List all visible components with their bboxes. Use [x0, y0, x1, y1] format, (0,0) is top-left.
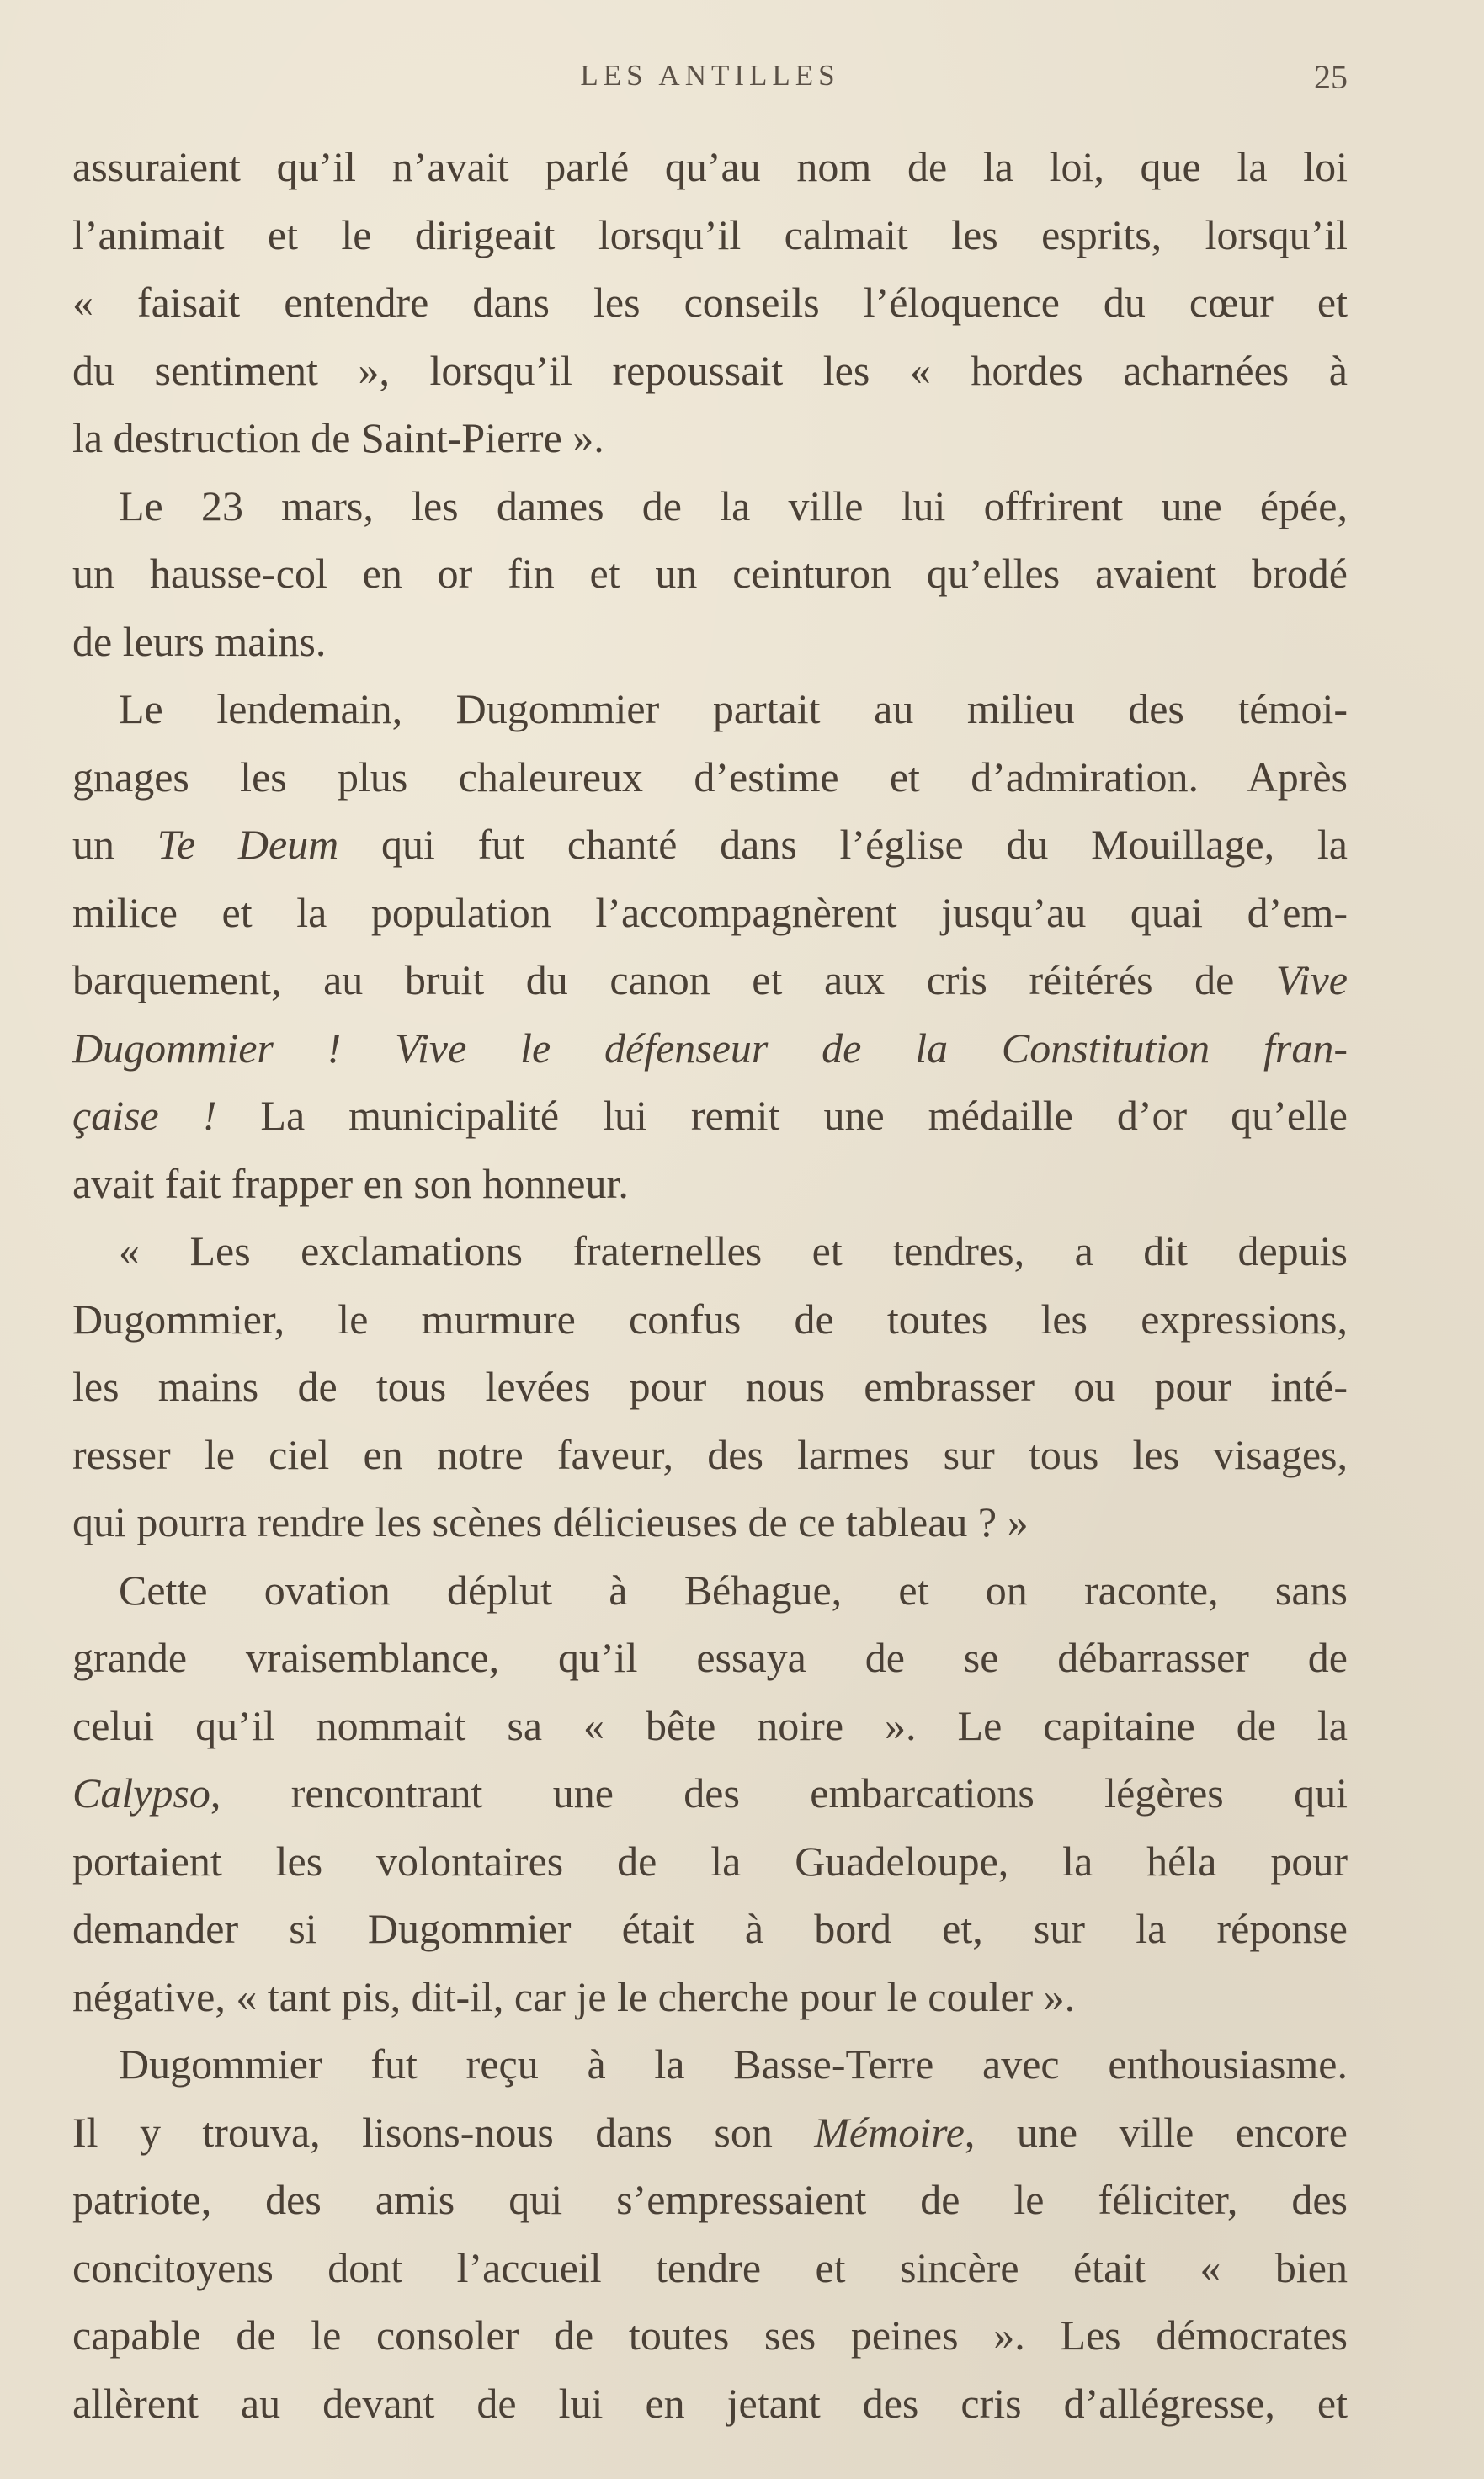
text-line: un Te Deum qui fut chanté dans l’église du Mouillage, la — [72, 821, 1348, 868]
text-line: grande vraisemblance, qu’il essaya de se débarrasser de — [72, 1634, 1348, 1681]
text-line: milice et la population l’accompagnèrent jusqu’au quai d’em- — [72, 888, 1348, 936]
text-line: concitoyens dont l’accueil tendre et sincère était « bien — [72, 2243, 1348, 2291]
text-line: Cette ovation déplut à Béhague, et on raconte, sans — [119, 1566, 1348, 1614]
text-line: Calypso, rencontrant une des embarcations légères qui — [72, 1769, 1348, 1817]
text-line: Dugommier, le murmure confus de toutes les expressions, — [72, 1295, 1348, 1343]
text-line: assuraient qu’il n’avait parlé qu’au nom de la loi, que la loi — [72, 143, 1348, 190]
text-line: qui pourra rendre les scènes délicieuses de ce tableau ? » — [72, 1498, 1029, 1545]
text-line: allèrent au devant de lui en jetant des cris d’allégresse, et — [72, 2379, 1348, 2427]
text-line: avait fait frapper en son honneur. — [72, 1159, 629, 1207]
italic-phrase: Vive — [1275, 956, 1348, 1003]
text-line: resser le ciel en notre faveur, des larmes sur tous les visages, — [72, 1430, 1348, 1478]
running-head — [72, 52, 1348, 103]
text-line: un hausse-col en or fin et un ceinturon qu’elles avaient brodé — [72, 550, 1348, 597]
italic-phrase: Calypso — [72, 1769, 210, 1817]
text-line: l’animait et le dirigeait lorsqu’il calmait les esprits, lorsqu’il — [72, 210, 1348, 258]
text-line: « faisait entendre dans les conseils l’éloquence du cœur et — [72, 279, 1348, 326]
text-line: barquement, au bruit du canon et aux cris réitérés de Vive — [72, 956, 1348, 1003]
page-number: 25 — [1314, 58, 1348, 96]
text-line: Dugommier fut reçu à la Basse-Terre avec enthousiasme. — [119, 2040, 1348, 2088]
text-line: çaise ! La municipalité lui remit une médaille d’or qu’elle — [72, 1092, 1348, 1139]
italic-phrase: Dugommier ! Vive le défenseur de la Constitution fran- — [72, 1024, 1348, 1072]
text-line: gnages les plus chaleureux d’estime et d’admiration. Après — [72, 753, 1348, 801]
text-line: les mains de tous levées pour nous embrasser ou pour inté- — [72, 1363, 1348, 1410]
text-line: « Les exclamations fraternelles et tendres, a dit depuis — [119, 1227, 1348, 1274]
text-line: Il y trouva, lisons-nous dans son Mémoire, une ville encore — [72, 2108, 1348, 2156]
text-line: du sentiment », lorsqu’il repoussait les « hordes acharnées à — [72, 346, 1348, 394]
italic-phrase: Mémoire — [814, 2108, 965, 2156]
text-line: de leurs mains. — [72, 617, 327, 665]
italic-phrase: çaise ! — [72, 1092, 217, 1139]
body-text — [72, 133, 1348, 2437]
text-line: patriote, des amis qui s’empressaient de le féliciter, des — [72, 2176, 1348, 2223]
text-line: demander si Dugommier était à bord et, sur la réponse — [72, 1905, 1348, 1952]
text-line: négative, « tant pis, dit-il, car je le cherche pour le couler ». — [72, 1972, 1076, 2020]
italic-phrase: Te Deum — [157, 821, 339, 868]
text-line: la destruction de Saint-Pierre ». — [72, 414, 604, 461]
text-line: celui qu’il nommait sa « bête noire ». Le capitaine de la — [72, 1701, 1348, 1749]
text-line — [72, 1014, 1348, 1083]
text-line: portaient les volontaires de la Guadeloupe, la héla pour — [72, 1837, 1348, 1885]
text-line: capable de le consoler de toutes ses peines ». Les démocrates — [72, 2311, 1348, 2359]
text-line: Le lendemain, Dugommier partait au milieu des témoi- — [119, 685, 1348, 732]
text-line: Le 23 mars, les dames de la ville lui offrirent une épée, — [119, 481, 1348, 529]
running-title: LES ANTILLES — [580, 59, 840, 92]
